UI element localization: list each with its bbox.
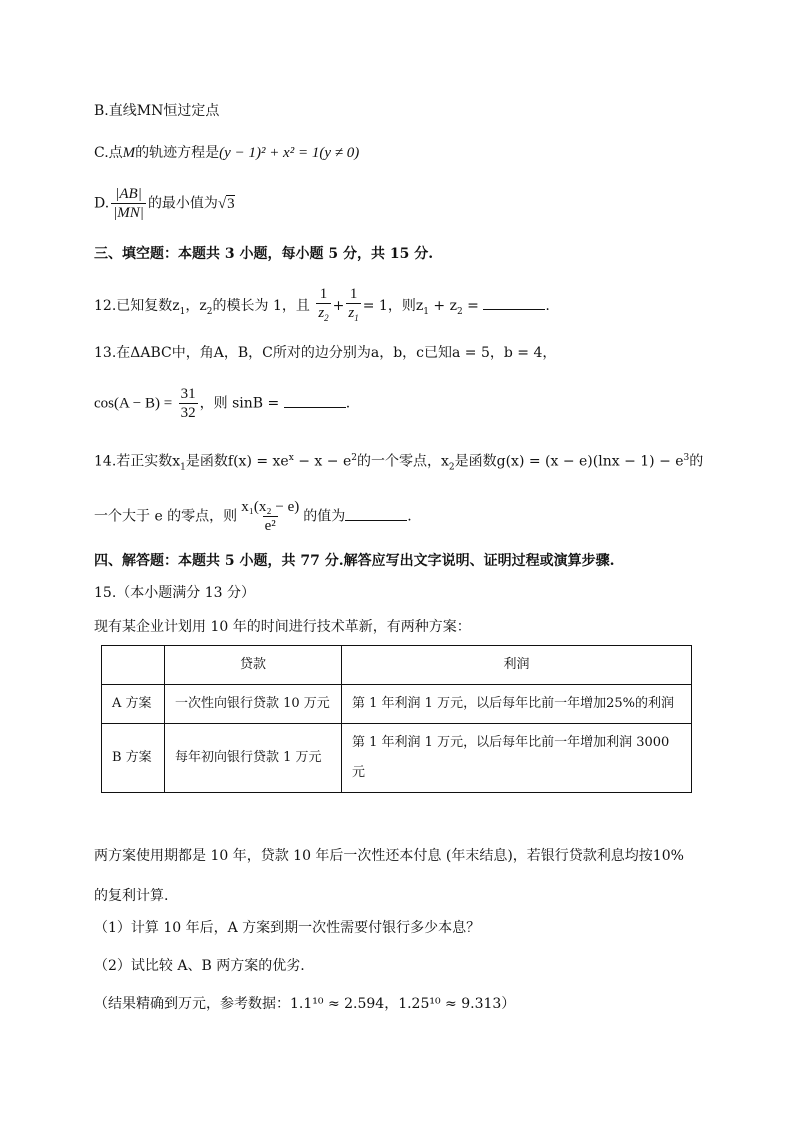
q11-option-d xyxy=(94,185,235,222)
q14-l1c: − x − e xyxy=(293,453,352,470)
table-cell: B 方案 xyxy=(102,724,165,793)
q13-line2: cos(A − B) = $\frac{31}{32}$ ，则 sinB = . xyxy=(94,386,351,421)
q15-sub1: （1）计算 10 年后，A 方案到期一次性需要付银行多少本息？ xyxy=(94,920,481,936)
q11-option-c xyxy=(94,143,359,163)
q14-line2: 一个大于 e 的零点，则 $\frac{\text{x₁(x₂ − e)}}{\text{e²}}$ 的值为 . xyxy=(94,499,412,534)
q14-l1a: 14.若正实数x xyxy=(94,453,181,470)
q15-para1: 两方案使用期都是 10 年，贷款 10 年后一次性还本付息 (年末结息)，若银行贷款利息均按10% xyxy=(94,848,684,864)
sqrt-expression: √3 xyxy=(217,195,235,212)
q13-line1: 13.在ΔABC中，角A，B，C所对的边分别为a，b，c已知a = 5，b = 4， xyxy=(94,345,557,361)
q11-option-d-fraction xyxy=(111,185,146,222)
q13-cos-prefix: cos(A − B) = xyxy=(94,395,173,412)
plan-table xyxy=(101,645,692,793)
q11-option-d-prefix: D. xyxy=(94,195,110,212)
q15-header: 15.（本小题满分 13 分） xyxy=(94,585,255,601)
table-cell: 第 1 年利润 1 万元，以后每年比前一年增加25%的利润 xyxy=(342,685,692,724)
answer-blank[interactable] xyxy=(345,506,407,521)
q15-sub2: （2）试比较 A、B 两方案的优劣. xyxy=(94,958,305,974)
q11-option-b: B.直线MN恒过定点 xyxy=(94,103,220,119)
q12-frac-1: $\frac{1}{z_2}$ xyxy=(316,285,330,327)
q11-option-c-mid: 的轨迹方程是 xyxy=(135,145,220,161)
table-header-row xyxy=(102,646,692,685)
table-header-cell: 贷款 xyxy=(165,646,342,685)
q12-eq3: = xyxy=(462,298,479,314)
q12-frac-2: $\frac{1}{z_1}$ xyxy=(346,285,360,327)
q11-option-d-suffix: 的最小值为 xyxy=(147,195,218,212)
q14-l2b: 的值为 xyxy=(303,508,346,525)
q13-suffix: ，则 sinB = xyxy=(199,395,280,412)
q12-text1: ，z xyxy=(185,298,207,314)
q12-prefix: 12.已知复数z xyxy=(94,298,180,314)
q14-l1d: 的一个零点，x xyxy=(356,453,449,470)
q12: 12.已知复数$z_1$，$z_2$的模长为 1，且 $\frac{1}{z_2}$ + $\frac{1}{z_1}$ = 1，则$z_1 + z_2$ = . xyxy=(94,285,550,327)
table-row xyxy=(102,724,692,793)
section4-title: 四、解答题：本题共 5 小题，共 77 分.解答应写出文字说明、证明过程或演算步骤. xyxy=(94,553,615,569)
q15-note: （结果精确到万元，参考数据：1.1¹⁰ ≈ 2.594，1.25¹⁰ ≈ 9.313） xyxy=(94,996,516,1012)
answer-blank[interactable] xyxy=(483,295,545,310)
section3-title: 三、填空题：本题共 3 小题，每小题 5 分，共 15 分. xyxy=(94,246,434,262)
table-cell: A 方案 xyxy=(102,685,165,724)
table-cell: 一次性向银行贷款 10 万元 xyxy=(165,685,342,724)
frac-denominator: e² xyxy=(264,518,276,534)
q12-eq: = 1，则z xyxy=(362,298,424,314)
q15-intro: 现有某企业计划用 10 年的时间进行技术革新，有两种方案： xyxy=(94,619,471,635)
q14-l2a: 一个大于 e 的零点，则 xyxy=(94,508,238,525)
frac-numerator: 31 xyxy=(180,386,196,402)
q11-option-c-equation: (y − 1)² + x² = 1(y ≠ 0) xyxy=(219,145,360,161)
q12-text2: 的模长为 1，且 xyxy=(212,298,310,314)
q11-option-c-var: M xyxy=(122,145,136,161)
q14-l1b: 是函数f(x) = xe xyxy=(185,453,289,470)
answer-blank[interactable] xyxy=(284,393,346,408)
table-cell: 第 1 年利润 1 万元，以后每年比前一年增加利润 3000 元 xyxy=(342,724,692,793)
frac-denominator: 32 xyxy=(180,405,196,421)
q13-fraction xyxy=(179,385,198,422)
frac-denominator: |MN| xyxy=(113,205,144,221)
table-header-cell: 利润 xyxy=(342,646,692,685)
q12-eq2: + z xyxy=(428,298,457,314)
q15-para2: 的复利计算. xyxy=(94,888,169,904)
sqrt-radicand: 3 xyxy=(227,195,235,212)
q14-line1: 14.若正实数$x_1$是函数$f(x) = xe^x - x - e^2$的一个零点，$x_2$是函数$g(x) = (x - e)(\ln x - 1) - e^3$的 xyxy=(94,453,704,473)
q14-l1e: 是函数g(x) = (x − e)(lnx − 1) − e xyxy=(454,453,684,470)
q14-fraction xyxy=(239,498,301,535)
frac-numerator: |AB| xyxy=(115,186,142,202)
q11-option-c-prefix: C.点 xyxy=(94,145,123,161)
table-row xyxy=(102,685,692,724)
table-header-cell xyxy=(102,646,165,685)
table-cell: 每年初向银行贷款 1 万元 xyxy=(165,724,342,793)
q14-l1f: 的 xyxy=(689,453,704,470)
frac-numerator: x₁(x₂ − e) xyxy=(241,499,300,515)
